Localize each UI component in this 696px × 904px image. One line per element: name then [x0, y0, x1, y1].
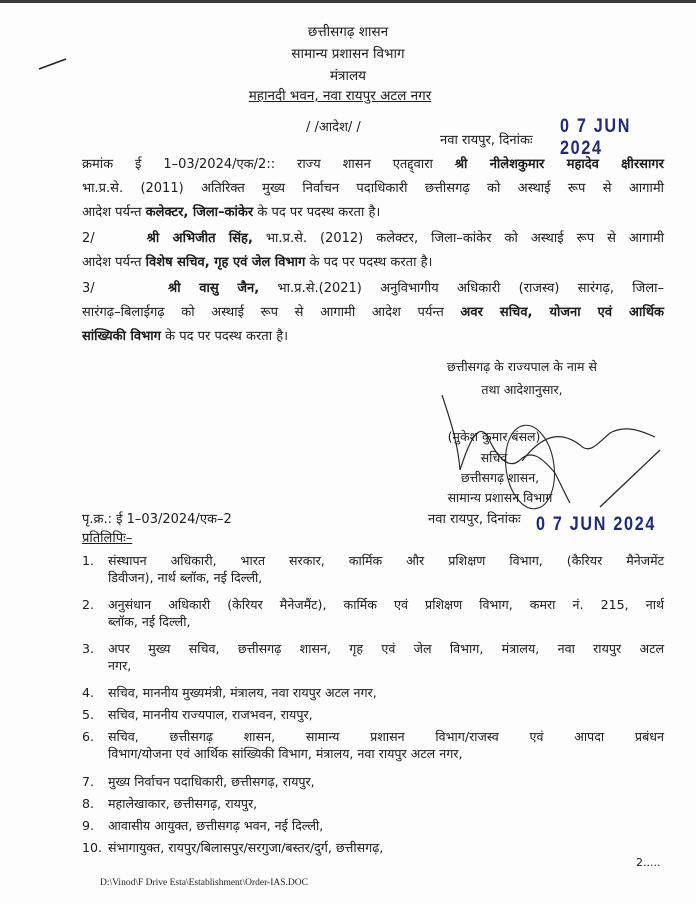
copy-item-5: 5. सचिव, माननीय राज्यपाल, राजभवन, रायपुर,: [82, 707, 313, 722]
copy-item-8: 8. महालेखाकार, छत्तीसगढ़, रायपुर,: [82, 796, 258, 811]
copy-item-2: 2. अनुसंधान अधिकारी (केरियर मैनेजमैंट), कार्मिक एवं प्रशिक्षण विभाग, कमरा नं. 215, नार्थ ब्लॉक, नई दिल्ली,: [82, 597, 664, 629]
order-number: क्रमांक ई 1–03/2024/एक/2::: [82, 157, 276, 172]
endorsement-date-stamp: 0 7 JUN 2024: [536, 514, 657, 535]
copy-item-1: 1. संस्थापन अधिकारी, भारत सरकार, कार्मिक और प्रशिक्षण विभाग, (कैरियर मैनेजमेंट डिवीजन), नार्थ ब्लॉक, नई दिल्ली,: [82, 553, 664, 585]
copy-item-4: 4. सचिव, माननीय मुख्यमंत्री, मंत्रालय, नवा रायपुर अटल नगर,: [82, 685, 377, 700]
order-para-1-line-3: आदेश पर्यन्त कलेक्टर, जिला–कांकेर के पद पर पदस्थ करता है।: [82, 205, 381, 220]
top-border: [0, 0, 696, 3]
date-stamp: 0 7 JUN 2024: [560, 116, 632, 159]
file-path: D:\Vinod\F Drive Esta\Establishment\Order-IAS.DOC: [100, 878, 308, 888]
signatory-org-2: सामान्य प्रशासन विभाग: [447, 490, 553, 505]
officer-name-1: श्री नीलेशकुमार महादेव क्षीरसागर: [454, 157, 664, 172]
officer-name-3: श्री वासु जैन,: [167, 281, 260, 296]
signatory-org-1: छत्तीसगढ़ शासन,: [460, 470, 540, 485]
copy-label: प्रतिलिपिः–: [82, 531, 133, 546]
officer-name-2: श्री अभिजीत सिंह,: [146, 231, 253, 246]
order-para-3-line-1: 3/ श्री वासु जैन, भा.प्र.से.(2021) अनुविभागीय अधिकारी (राजस्व) सारंगढ़, जिला–: [82, 281, 664, 296]
signature-authority: छत्तीसगढ़ के राज्यपाल के नाम से: [447, 359, 597, 374]
page-continuation: 2.....: [636, 856, 661, 869]
header-govt: छत्तीसगढ़ शासन: [307, 24, 389, 40]
order-para-3-line-3: सांख्यिकी विभाग के पद पर पदस्थ करता है।: [82, 329, 289, 344]
order-para-2-line-2: आदेश पर्यन्त विशेष सचिव, गृह एवं जेल विभाग के पद पर पदस्थ करता है।: [82, 255, 433, 270]
signatory-name: (मुकेश कुमार बंसल): [447, 429, 541, 444]
place-date-label: नवा रायपुर, दिनांकः: [440, 133, 533, 148]
copy-item-9: 9. आवासीय आयुक्त, छत्तीसगढ़ भवन, नई दिल्ली,: [82, 818, 324, 833]
copy-item-10: 10. संभागायुक्त, रायपुर/बिलासपुर/सरगुजा/बस्तर/दुर्ग, छत्तीसगढ़,: [82, 840, 384, 855]
signatory-designation: सचिव: [480, 450, 508, 465]
header-address: महानदी भवन, नवा रायपुर अटल नगर: [248, 88, 432, 104]
order-para-1-line-2: भा.प्र.से. (2011) अतिरिक्त मुख्य निर्वाचन पदाधिकारी छत्तीसगढ़ को अस्थाई रूप से आगामी: [82, 181, 664, 196]
order-para-3-line-2: सारंगढ़–बिलाईगढ़ को अस्थाई रूप से आगामी आदेश पर्यन्त अवर सचिव, योजना एवं आर्थिक: [82, 305, 665, 320]
order-para-1-line-1: क्रमांक ई 1–03/2024/एक/2:: राज्य शासन एतद्द्वारा श्री नीलेशकुमार महादेव क्षीरसागर: [82, 157, 664, 172]
signature-authority-2: तथा आदेशानुसार,: [481, 382, 563, 397]
endorsement-place-date: नवा रायपुर, दिनांकः: [428, 512, 521, 527]
order-para-2-line-1: 2/ श्री अभिजीत सिंह, भा.प्र.से. (2012) कलेक्टर, जिला–कांकेर को अस्थाई रूप से आगामी: [82, 231, 665, 246]
header-ministry: मंत्रालय: [329, 68, 366, 84]
order-title: / /आदेश/ /: [306, 120, 361, 135]
copy-item-3: 3. अपर मुख्य सचिव, छत्तीसगढ़ शासन, गृह एवं जेल विभाग, मंत्रालय, नवा रायपुर अटल नगर,: [82, 641, 664, 673]
header-department: सामान्य प्रशासन विभाग: [291, 46, 405, 62]
copy-item-6: 6. सचिव, छत्तीसगढ़ शासन, सामान्य प्रशासन विभाग/राजस्व एवं आपदा प्रबंधन विभाग/योजना एवं आर्थिक सांख्यिकी विभाग, मंत्रालय, नवा रायपुर अटल नगर,: [82, 729, 664, 761]
copy-item-7: 7. मुख्य निर्वाचन पदाधिकारी, छत्तीसगढ़, रायपुर,: [82, 774, 315, 789]
endorsement-number: पृ.क्र.: ई 1–03/2024/एक–2: [82, 512, 232, 527]
